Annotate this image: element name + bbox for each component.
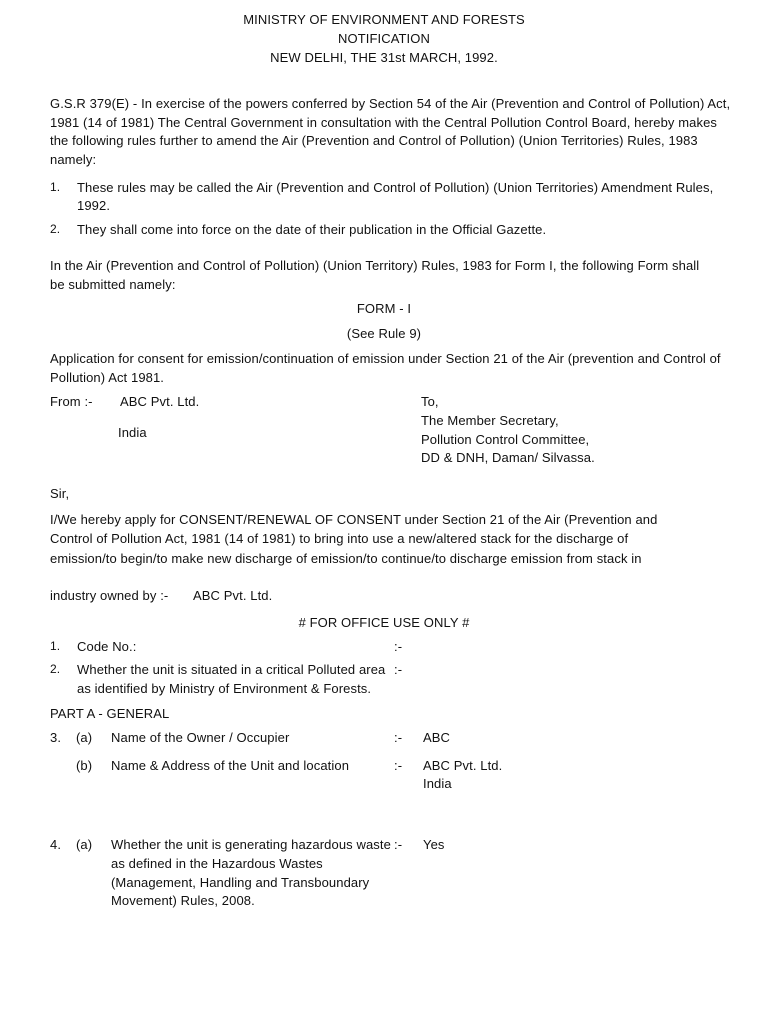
field-separator: :-: [394, 662, 403, 677]
form-intro-line: be submitted namely:: [50, 277, 176, 292]
owner-label: Name of the Owner / Occupier: [111, 730, 290, 745]
code-no-label: Code No.:: [77, 639, 137, 654]
owned-by-label: industry owned by :-: [50, 588, 169, 603]
question-sub: (a): [76, 730, 93, 745]
unit-address-label: Name & Address of the Unit and location: [111, 758, 350, 773]
unit-address-value: ABC Pvt. Ltd.: [423, 758, 503, 773]
hazardous-waste-label: Whether the unit is generating hazardous waste: [111, 837, 391, 852]
owned-by-value: ABC Pvt. Ltd.: [193, 588, 273, 603]
question-sub: (b): [76, 758, 93, 773]
form-intro-line: In the Air (Prevention and Control of Pollution) (Union Territory) Rules, 1983 for Form I, the following Form shall: [50, 258, 700, 273]
letter-line: emission/to begin/to make new discharge of emission/to continue/to discharge emission from stack in: [50, 551, 642, 566]
letter-line: Control of Pollution Act, 1981 (14 of 1981) to bring into use a new/altered stack for the discharge of: [50, 531, 629, 546]
question-number: 3.: [50, 730, 62, 745]
form-rule-ref: (See Rule 9): [346, 326, 422, 341]
ministry-title: MINISTRY OF ENVIRONMENT AND FORESTS: [243, 12, 525, 27]
hazardous-waste-label: Movement) Rules, 2008.: [111, 893, 255, 908]
critical-area-label: Whether the unit is situated in a critical Polluted area: [77, 662, 386, 677]
from-company: ABC Pvt. Ltd.: [120, 394, 200, 409]
notification-date: NEW DELHI, THE 31st MARCH, 1992.: [270, 50, 498, 65]
field-separator: :-: [394, 758, 403, 773]
intro-line: 1981 (14 of 1981) The Central Government in consultation with the Central Pollution Control Board, hereby makes: [50, 115, 718, 130]
hazardous-waste-value: Yes: [423, 837, 445, 852]
intro-line: G.S.R 379(E) - In exercise of the powers conferred by Section 54 of the Air (Prevention and Control of Pollution) Act,: [50, 96, 731, 111]
owner-value: ABC: [423, 730, 451, 745]
hazardous-waste-label: (Management, Handling and Transboundary: [111, 875, 370, 890]
from-label: From :-: [50, 394, 93, 409]
question-number: 4.: [50, 837, 62, 852]
critical-area-label: as identified by Ministry of Environment & Forests.: [77, 681, 372, 696]
rule-number: 2.: [50, 222, 61, 236]
notification-title: NOTIFICATION: [338, 31, 430, 46]
application-line: Pollution) Act 1981.: [50, 370, 165, 385]
rule-text: 1992.: [77, 198, 111, 213]
rule-text: These rules may be called the Air (Prevention and Control of Pollution) (Union Territories) Amendment Rules,: [77, 180, 714, 195]
to-line: The Member Secretary,: [421, 413, 559, 428]
item-number: 1.: [50, 639, 61, 653]
to-line: Pollution Control Committee,: [421, 432, 590, 447]
field-separator: :-: [394, 639, 403, 654]
to-line: DD & DNH, Daman/ Silvassa.: [421, 450, 595, 465]
salutation: Sir,: [50, 486, 70, 501]
rule-text: They shall come into force on the date of their publication in the Official Gazette.: [77, 222, 547, 237]
letter-line: I/We hereby apply for CONSENT/RENEWAL OF CONSENT under Section 21 of the Air (Prevention and: [50, 512, 658, 527]
form-title: FORM - I: [356, 301, 412, 316]
from-country: India: [118, 425, 147, 440]
application-line: Application for consent for emission/continuation of emission under Section 21 of the Air (prevention and Control of: [50, 351, 721, 366]
item-number: 2.: [50, 662, 61, 676]
to-label: To,: [421, 394, 439, 409]
rule-number: 1.: [50, 180, 61, 194]
part-a-heading: PART A - GENERAL: [50, 706, 170, 721]
question-sub: (a): [76, 837, 93, 852]
hazardous-waste-label: as defined in the Hazardous Wastes: [111, 856, 323, 871]
unit-address-value: India: [423, 776, 452, 791]
office-use-heading: # FOR OFFICE USE ONLY #: [298, 615, 470, 630]
field-separator: :-: [394, 837, 403, 852]
intro-line: namely:: [50, 152, 97, 167]
intro-line: the following rules further to amend the Air (Prevention and Control of Pollution) (Union Territories) Rules, 1983: [50, 133, 698, 148]
field-separator: :-: [394, 730, 403, 745]
